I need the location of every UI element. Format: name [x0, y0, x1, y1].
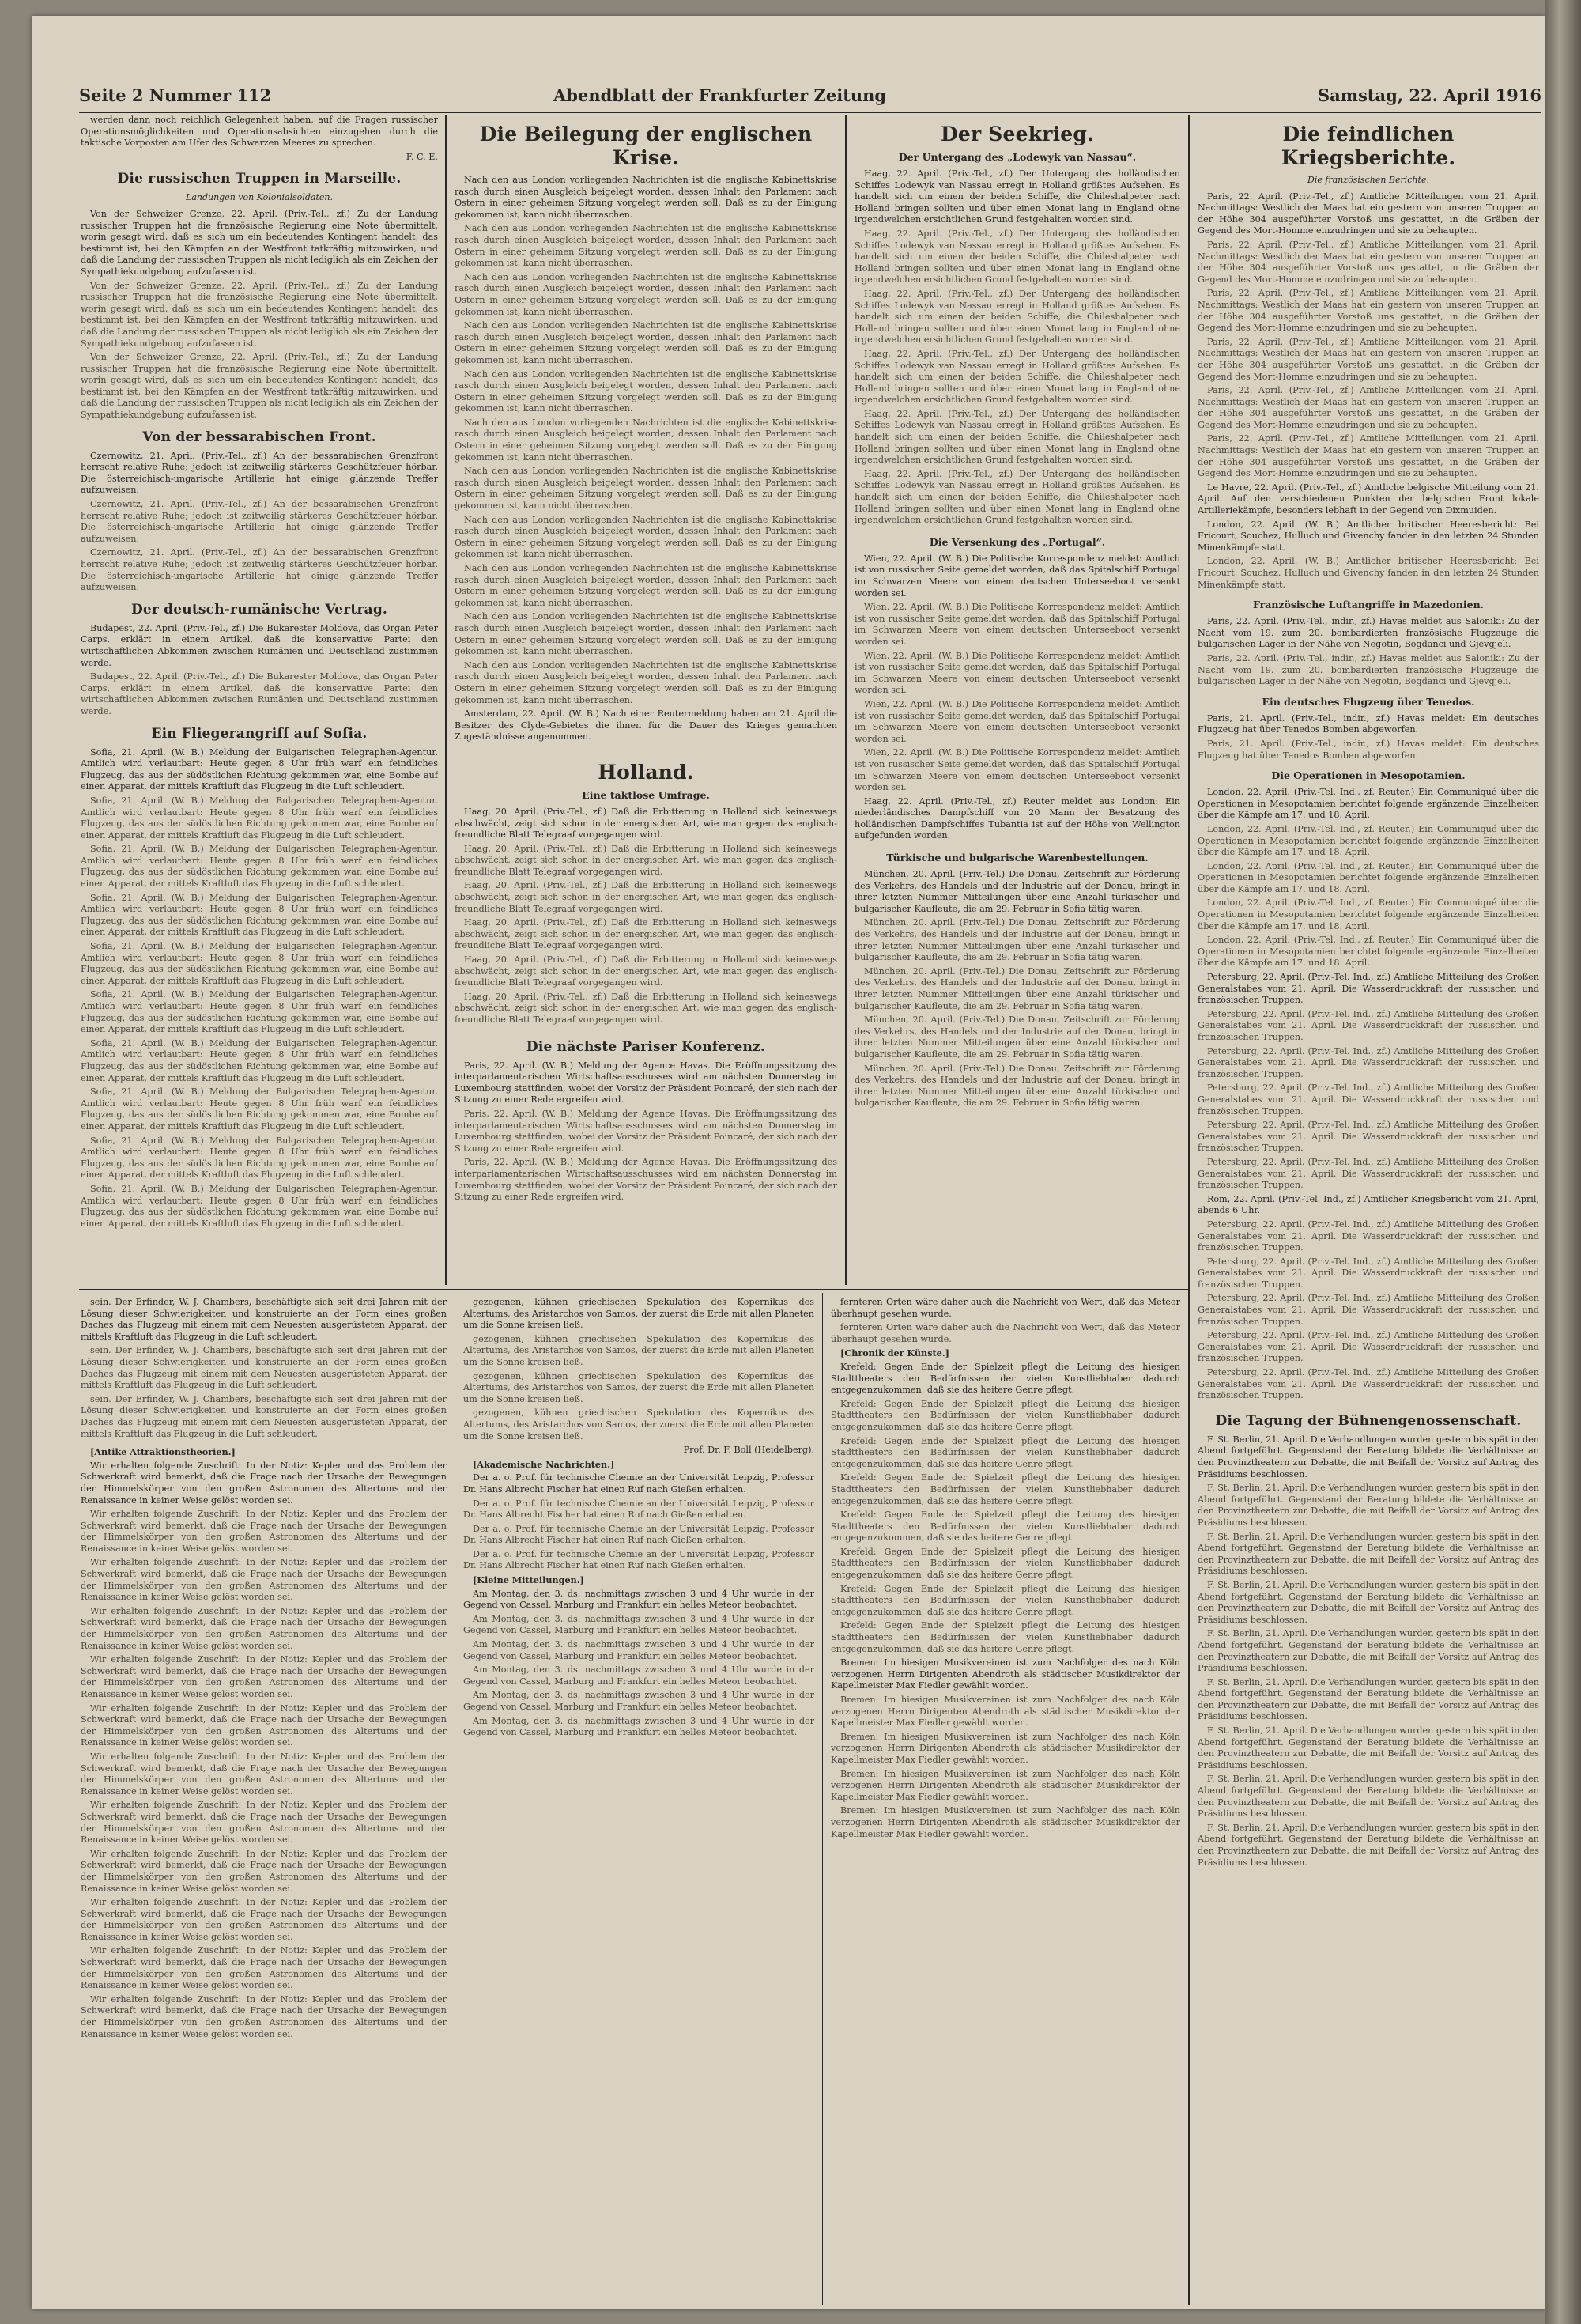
article-text: Wir erhalten folgende Zuschrift: In der Notiz: Kepler und das Problem der Schwerkraft wird bemerkt, daß die Frage nach der Ursache der Bewegungen der Himmelskörper von den großen Astronomen des Altertums und der Renaissance in keiner Weise gelöst worden sei. [81, 1702, 447, 1748]
article-text: Petersburg, 22. April. (Priv.-Tel. Ind., zf.) Amtliche Mitteilung des Großen Generalstabes vom 21. April. Die Wasserdruckkraft der russischen und französischen Truppen. [1198, 972, 1539, 1006]
article-text: Sofia, 21. April. (W. B.) Meldung der Bulgarischen Telegraphen-Agentur. Amtlich wird verlautbart: Heute gegen 8 Uhr früh warf ein feindliches Flugzeug, das aus der südöstlichen Richtung gekommen war, eine Bombe auf einen Apparat, der mittels Kraftluft das Flugzeug in die Luft schleudert. [81, 941, 438, 986]
article-text: Haag, 22. April. (Priv.-Tel., zf.) Der Untergang des holländischen Schiffes Lodewyk van Nassau erregt in Holland größtes Aufsehen. Es handelt sich um einen der beiden Schiffe, die Chileshalpeter nach Holland bringen sollten und über einen Monat lang in England ohne irgendwelchen ersichtlichen Grund festgehalten worden sind. [855, 408, 1180, 466]
article-text: Budapest, 22. April. (Priv.-Tel., zf.) Die Bukarester Moldova, das Organ Peter Carps, erklärt in einem Artikel, daß die konservative Partei den wirtschaftlichen Abkommen zwischen Rumänien und Deutschland zustimmen werde. [81, 622, 438, 668]
headline-mesopotamia: Die Operationen in Mesopotamien. [1271, 769, 1466, 782]
article-text: Paris, 22. April. (W. B.) Meldung der Agence Havas. Die Eröffnungssitzung des interparlamentarischen Wirtschaftsausschusses wird am nächsten Donnerstag im Luxembourg stattfinden, wobei der Vorsitz der Präsident Poincaré, der sich nach der Sitzung zu einer Rede ergreifen wird. [455, 1157, 837, 1203]
article-text: Le Havre, 22. April. (Priv.-Tel., zf.) Amtliche belgische Mitteilung vom 21. April. Auf den verschiedenen Punkten der belgischen Front lokale Artilleriekämpfe, besonders lebhaft in der Gegend von Dixmuiden. [1198, 482, 1539, 516]
article-text: Czernowitz, 21. April. (Priv.-Tel., zf.) An der bessarabischen Grenzfront herrscht relative Ruhe; jedoch ist zeitweilig stärkeres Geschützfeuer hörbar. Die österreichisch-ungarische Artillerie hat einige glänzende Treffer aufzuweisen. [81, 547, 438, 593]
article-text: Sofia, 21. April. (W. B.) Meldung der Bulgarischen Telegraphen-Agentur. Amtlich wird verlautbart: Heute gegen 8 Uhr früh warf ein feindliches Flugzeug, das aus der südöstlichen Richtung gekommen war, eine Bombe auf einen Apparat, der mittels Kraftluft das Flugzeug in die Luft schleudert. [81, 1086, 438, 1132]
article-text: Nach den aus London vorliegenden Nachrichten ist die englische Kabinettskrise rasch durch einen Ausgleich beigelegt worden, dessen Inhalt den Parlament nach Ostern in einer geheimen Sitzung vorgelegt werden soll. Daß es zu der Einigung gekommen ist, kann nicht überraschen. [455, 563, 837, 608]
article-text: Krefeld: Gegen Ende der Spielzeit pflegt die Leitung des hiesigen Stadttheaters den Bedürfnissen der vielen Kunstliebhaber dadurch entgegenzukommen, daß sie das heitere Genre pflegt. [831, 1398, 1180, 1432]
article-text: Wien, 22. April. (W. B.) Die Politische Korrespondenz meldet: Amtlich ist von russischer Seite gemeldet worden, daß das Spitalschiff Portugal im Schwarzen Meere von einem deutschen Unterseeboot versenkt worden sei. [855, 698, 1180, 744]
article-text: Petersburg, 22. April. (Priv.-Tel. Ind., zf.) Amtliche Mitteilung des Großen Generalstabes vom 21. April. Die Wasserdruckkraft der russischen und französischen Truppen. [1198, 1219, 1539, 1253]
article-text: München, 20. April. (Priv.-Tel.) Die Donau, Zeitschrift zur Förderung des Verkehrs, des Handels und der Industrie auf der Donau, bringt in ihrer letzten Nummer Mitteilungen über eine Anzahl türkischer und bulgarischer Kaufleute, die am 29. Februar in Sofia tätig waren. [855, 917, 1180, 963]
column-rule [1188, 115, 1190, 2305]
headline-paris-conference: Die nächste Pariser Konferenz. [526, 1038, 766, 1055]
article-text: Nach den aus London vorliegenden Nachrichten ist die englische Kabinettskrise rasch durch einen Ausgleich beigelegt worden, dessen Inhalt den Parlament nach Ostern in einer geheimen Sitzung vorgelegt werden soll. Daß es zu der Einigung gekommen ist, kann nicht überraschen. [455, 368, 837, 414]
article-text: Wien, 22. April. (W. B.) Die Politische Korrespondenz meldet: Amtlich ist von russischer Seite gemeldet worden, daß das Spitalschiff Portugal im Schwarzen Meere von einem deutschen Unterseeboot versenkt worden sei. [855, 602, 1180, 647]
feuilleton-column-1 [81, 1297, 447, 2301]
article-text: Sofia, 21. April. (W. B.) Meldung der Bulgarischen Telegraphen-Agentur. Amtlich wird verlautbart: Heute gegen 8 Uhr früh warf ein feindliches Flugzeug, das aus der südöstlichen Richtung gekommen war, eine Bombe auf einen Apparat, der mittels Kraftluft das Flugzeug in die Luft schleudert. [81, 844, 438, 890]
article-text: Haag, 22. April. (Priv.-Tel., zf.) Der Untergang des holländischen Schiffes Lodewyk van Nassau erregt in Holland größtes Aufsehen. Es handelt sich um einen der beiden Schiffe, die Chileshalpeter nach Holland bringen sollten und über einen Monat lang in England ohne irgendwelchen ersichtlichen Grund festgehalten worden sind. [855, 468, 1180, 526]
article-text: London, 22. April. (Priv.-Tel. Ind., zf. Reuter.) Ein Communiqué über die Operationen in Mesopotamien berichtet folgende ergänzende Einzelheiten über die Kämpfe am 17. und 18. April. [1198, 860, 1539, 894]
article-text: F. St. Berlin, 21. April. Die Verhandlungen wurden gestern bis spät in den Abend fortgeführt. Gegenstand der Beratung bildete die Verhältnisse an den Provinztheatern zur Debatte, die mit Beifall der Vorsitz auf Antrag des Präsidiums beschlossen. [1198, 1676, 1539, 1722]
article-text: London, 22. April. (Priv.-Tel. Ind., zf. Reuter.) Ein Communiqué über die Operationen in Mesopotamien berichtet folgende ergänzende Einzelheiten über die Kämpfe am 17. und 18. April. [1198, 897, 1539, 931]
article-text: Wir erhalten folgende Zuschrift: In der Notiz: Kepler und das Problem der Schwerkraft wird bemerkt, daß die Frage nach der Ursache der Bewegungen der Himmelskörper von den großen Astronomen des Altertums und der Renaissance in keiner Weise gelöst worden sei. [81, 1897, 447, 1942]
article-text: Wir erhalten folgende Zuschrift: In der Notiz: Kepler und das Problem der Schwerkraft wird bemerkt, daß die Frage nach der Ursache der Bewegungen der Himmelskörper von den großen Astronomen des Altertums und der Renaissance in keiner Weise gelöst worden sei. [81, 1800, 447, 1846]
headline-holland: Holland. [598, 760, 694, 784]
article-text: fernteren Orten wäre daher auch die Nachricht von Wert, daß das Meteor überhaupt gesehen wurde. [831, 1297, 1180, 1319]
article-text: Am Montag, den 3. ds. nachmittags zwischen 3 und 4 Uhr wurde in der Gegend von Cassel, Marburg und Frankfurt ein helles Meteor beobachtet. [463, 1665, 814, 1687]
article-text: Krefeld: Gegen Ende der Spielzeit pflegt die Leitung des hiesigen Stadttheaters den Bedürfnissen der vielen Kunstliebhaber dadurch entgegenzukommen, daß sie das heitere Genre pflegt. [831, 1472, 1180, 1506]
article-text: Wir erhalten folgende Zuschrift: In der Notiz: Kepler und das Problem der Schwerkraft wird bemerkt, daß die Frage nach der Ursache der Bewegungen der Himmelskörper von den großen Astronomen des Altertums und der Renaissance in keiner Weise gelöst worden sei. [81, 1557, 447, 1603]
article-text: London, 22. April. (Priv.-Tel. Ind., zf. Reuter.) Ein Communiqué über die Operationen in Mesopotamien berichtet folgende ergänzende Einzelheiten über die Kämpfe am 17. und 18. April. [1198, 823, 1539, 858]
article-text: Krefeld: Gegen Ende der Spielzeit pflegt die Leitung des hiesigen Stadttheaters den Bedürfnissen der vielen Kunstliebhaber dadurch entgegenzukommen, daß sie das heitere Genre pflegt. [831, 1510, 1180, 1544]
article-text: Sofia, 21. April. (W. B.) Meldung der Bulgarischen Telegraphen-Agentur. Amtlich wird verlautbart: Heute gegen 8 Uhr früh warf ein feindliches Flugzeug, das aus der südöstlichen Richtung gekommen war, eine Bombe auf einen Apparat, der mittels Kraftluft das Flugzeug in die Luft schleudert. [81, 1135, 438, 1181]
article-text: Am Montag, den 3. ds. nachmittags zwischen 3 und 4 Uhr wurde in der Gegend von Cassel, Marburg und Frankfurt ein helles Meteor beobachtet. [463, 1613, 814, 1636]
section-heading: [Akademische Nachrichten.] [473, 1458, 615, 1470]
newspaper-page [32, 16, 1545, 2309]
article-text: München, 20. April. (Priv.-Tel.) Die Donau, Zeitschrift zur Förderung des Verkehrs, des Handels und der Industrie auf der Donau, bringt in ihrer letzten Nummer Mitteilungen über eine Anzahl türkischer und bulgarischer Kaufleute, die am 29. Februar in Sofia tätig waren. [855, 869, 1180, 914]
adjacent-page-edge [1545, 0, 1581, 2324]
article-text: Haag, 20. April. (Priv.-Tel., zf.) Daß die Erbitterung in Holland sich keineswegs abschwächt, zeigt sich schon in der energischen Art, wie man gegen das englisch-freundliche Blatt Telegraaf vorgegangen wird. [455, 954, 837, 988]
article-text: Von der Schweizer Grenze, 22. April. (Priv.-Tel., zf.) Zu der Landung russischer Truppen hat die französische Regierung eine Note übermittelt, worin gesagt wird, daß es sich um ein bedeutendes Kontingent handelt, das bestimmt ist, bei den Kämpfen an der Westfront tatkräftig mitzuwirken, und daß die Landung der russischen Truppen als nicht lediglich als ein Zeichen der Sympathiekundgebung aufzufassen ist. [81, 208, 438, 277]
section-heading: [Kleine Mitteilungen.] [473, 1574, 584, 1586]
article-text: Petersburg, 22. April. (Priv.-Tel. Ind., zf.) Amtliche Mitteilung des Großen Generalstabes vom 21. April. Die Wasserdruckkraft der russischen und französischen Truppen. [1198, 1293, 1539, 1327]
subheadline: Der Untergang des „Lodewyk van Nassau“. [898, 151, 1137, 163]
article-text: München, 20. April. (Priv.-Tel.) Die Donau, Zeitschrift zur Förderung des Verkehrs, des Handels und der Industrie auf der Donau, bringt in ihrer letzten Nummer Mitteilungen über eine Anzahl türkischer und bulgarischer Kaufleute, die am 29. Februar in Sofia tätig waren. [855, 1063, 1180, 1109]
article-text: Krefeld: Gegen Ende der Spielzeit pflegt die Leitung des hiesigen Stadttheaters den Bedürfnissen der vielen Kunstliebhaber dadurch entgegenzukommen, daß sie das heitere Genre pflegt. [831, 1361, 1180, 1396]
feuilleton-column-2 [463, 1297, 814, 2301]
article-text: Bremen: Im hiesigen Musikvereinen ist zum Nachfolger des nach Köln verzogenen Herrn Dirigenten Abendroth als städtischer Musikdirektor der Kapellmeister Max Fiedler gewählt worden. [831, 1695, 1180, 1729]
article-text: Petersburg, 22. April. (Priv.-Tel. Ind., zf.) Amtliche Mitteilung des Großen Generalstabes vom 21. April. Die Wasserdruckkraft der russischen und französischen Truppen. [1198, 1330, 1539, 1364]
article-text: London, 22. April. (Priv.-Tel. Ind., zf. Reuter.) Ein Communiqué über die Operationen in Mesopotamien berichtet folgende ergänzende Einzelheiten über die Kämpfe am 17. und 18. April. [1198, 787, 1539, 821]
article-text: F. St. Berlin, 21. April. Die Verhandlungen wurden gestern bis spät in den Abend fortgeführt. Gegenstand der Beratung bildete die Verhältnisse an den Provinztheatern zur Debatte, die mit Beifall der Vorsitz auf Antrag des Präsidiums beschlossen. [1198, 1483, 1539, 1528]
article-text: sein. Der Erfinder, W. J. Chambers, beschäftigte sich seit drei Jahren mit der Lösung dieser Schwierigkeiten und konstruierte an der Form eines großen Daches das Flugzeug mit einem mit dem Neuesten ausgerüsteten Apparat, der mittels Kraftluft das Flugzeug in die Luft schleudert. [81, 1297, 447, 1342]
article-text: Haag, 22. April. (Priv.-Tel., zf.) Der Untergang des holländischen Schiffes Lodewyk van Nassau erregt in Holland größtes Aufsehen. Es handelt sich um einen der beiden Schiffe, die Chileshalpeter nach Holland bringen sollten und über einen Monat lang in England ohne irgendwelchen ersichtlichen Grund festgehalten worden sind. [855, 288, 1180, 346]
subheadline: Die französischen Berichte. [1307, 175, 1429, 185]
article-text: Krefeld: Gegen Ende der Spielzeit pflegt die Leitung des hiesigen Stadttheaters den Bedürfnissen der vielen Kunstliebhaber dadurch entgegenzukommen, daß sie das heitere Genre pflegt. [831, 1435, 1180, 1469]
headline-russian-troops: Die russischen Truppen in Marseille. [117, 171, 402, 187]
article-text: gezogenen, kühnen griechischen Spekulation des Kopernikus des Altertums, des Aristarchos von Samos, der zuerst die Erde mit allen Planeten um die Sonne kreisen ließ. [463, 1333, 814, 1367]
article-text: Petersburg, 22. April. (Priv.-Tel. Ind., zf.) Amtliche Mitteilung des Großen Generalstabes vom 21. April. Die Wasserdruckkraft der russischen und französischen Truppen. [1198, 1008, 1539, 1042]
article-text: Budapest, 22. April. (Priv.-Tel., zf.) Die Bukarester Moldova, das Organ Peter Carps, erklärt in einem Artikel, daß die konservative Partei den wirtschaftlichen Abkommen zwischen Rumänien und Deutschland zustimmen werde. [81, 671, 438, 716]
article-text: Paris, 22. April. (Priv.-Tel., zf.) Amtliche Mitteilungen vom 21. April. Nachmittags: Westlich der Maas hat ein gestern von unseren Truppen an der Höhe 304 ausgeführter Vorstoß uns gestattet, in die Gräben der Gegend des Mort-Homme einzudringen und sie zu behaupten. [1198, 336, 1539, 382]
article-text: Haag, 22. April. (Priv.-Tel., zf.) Der Untergang des holländischen Schiffes Lodewyk van Nassau erregt in Holland größtes Aufsehen. Es handelt sich um einen der beiden Schiffe, die Chileshalpeter nach Holland bringen sollten und über einen Monat lang in England ohne irgendwelchen ersichtlichen Grund festgehalten worden sind. [855, 228, 1180, 285]
article-text: Am Montag, den 3. ds. nachmittags zwischen 3 und 4 Uhr wurde in der Gegend von Cassel, Marburg und Frankfurt ein helles Meteor beobachtet. [463, 1639, 814, 1661]
article-text: Sofia, 21. April. (W. B.) Meldung der Bulgarischen Telegraphen-Agentur. Amtlich wird verlautbart: Heute gegen 8 Uhr früh warf ein feindliches Flugzeug, das aus der südöstlichen Richtung gekommen war, eine Bombe auf einen Apparat, der mittels Kraftluft das Flugzeug in die Luft schleudert. [81, 1037, 438, 1083]
article-text: Nach den aus London vorliegenden Nachrichten ist die englische Kabinettskrise rasch durch einen Ausgleich beigelegt worden, dessen Inhalt den Parlament nach Ostern in einer geheimen Sitzung vorgelegt werden soll. Daß es zu der Einigung gekommen ist, kann nicht überraschen. [455, 320, 837, 365]
article-text: Amsterdam, 22. April. (W. B.) Nach einer Reutermeldung haben am 21. April die Besitzer des Clyde-Gebietes die ihnen für die Dauer des Krieges gemachten Zugeständnisse angenommen. [455, 709, 837, 743]
section-heading: [Antike Attraktionstheorien.] [90, 1446, 236, 1458]
article-text: Paris, 22. April. (Priv.-Tel., indir., zf.) Havas meldet aus Saloniki: Zu der Nacht vom 19. zum 20. bombardierten französische Flugzeuge die bulgarischen Lager in der Nähe von Negotin, Bogdanci und Gjevgjeli. [1198, 616, 1539, 650]
article-text: F. St. Berlin, 21. April. Die Verhandlungen wurden gestern bis spät in den Abend fortgeführt. Gegenstand der Beratung bildete die Verhältnisse an den Provinztheatern zur Debatte, die mit Beifall der Vorsitz auf Antrag des Präsidiums beschlossen. [1198, 1579, 1539, 1625]
article-text: Petersburg, 22. April. (Priv.-Tel. Ind., zf.) Amtliche Mitteilung des Großen Generalstabes vom 21. April. Die Wasserdruckkraft der russischen und französischen Truppen. [1198, 1256, 1539, 1290]
article-text: sein. Der Erfinder, W. J. Chambers, beschäftigte sich seit drei Jahren mit der Lösung dieser Schwierigkeiten und konstruierte an der Form eines großen Daches das Flugzeug mit einem mit dem Neuesten ausgerüsteten Apparat, der mittels Kraftluft das Flugzeug in die Luft schleudert. [81, 1393, 447, 1439]
article-text: gezogenen, kühnen griechischen Spekulation des Kopernikus des Altertums, des Aristarchos von Samos, der zuerst die Erde mit allen Planeten um die Sonne kreisen ließ. [463, 1370, 814, 1404]
headline-stage-association: Die Tagung der Bühnengenossenschaft. [1215, 1412, 1522, 1429]
column-rule [822, 1293, 823, 2305]
column-1 [81, 115, 438, 1285]
article-text: Nach den aus London vorliegenden Nachrichten ist die englische Kabinettskrise rasch durch einen Ausgleich beigelegt worden, dessen Inhalt den Parlament nach Ostern in einer geheimen Sitzung vorgelegt werden soll. Daß es zu der Einigung gekommen ist, kann nicht überraschen. [455, 514, 837, 560]
article-text: Wir erhalten folgende Zuschrift: In der Notiz: Kepler und das Problem der Schwerkraft wird bemerkt, daß die Frage nach der Ursache der Bewegungen der Himmelskörper von den großen Astronomen des Altertums und der Renaissance in keiner Weise gelöst worden sei. [81, 1993, 447, 2039]
article-text: Czernowitz, 21. April. (Priv.-Tel., zf.) An der bessarabischen Grenzfront herrscht relative Ruhe; jedoch ist zeitweilig stärkeres Geschützfeuer hörbar. Die österreichisch-ungarische Artillerie hat einige glänzende Treffer aufzuweisen. [81, 499, 438, 544]
article-text: London, 22. April. (W. B.) Amtlicher britischer Heeresbericht: Bei Fricourt, Souchez, Hulluch und Givenchy fanden in den letzten 24 Stunden Minenkämpfe statt. [1198, 556, 1539, 590]
article-text: Sofia, 21. April. (W. B.) Meldung der Bulgarischen Telegraphen-Agentur. Amtlich wird verlautbart: Heute gegen 8 Uhr früh warf ein feindliches Flugzeug, das aus der südöstlichen Richtung gekommen war, eine Bombe auf einen Apparat, der mittels Kraftluft das Flugzeug in die Luft schleudert. [81, 795, 438, 841]
article-text: Krefeld: Gegen Ende der Spielzeit pflegt die Leitung des hiesigen Stadttheaters den Bedürfnissen der vielen Kunstliebhaber dadurch entgegenzukommen, daß sie das heitere Genre pflegt. [831, 1583, 1180, 1617]
article-text: Bremen: Im hiesigen Musikvereinen ist zum Nachfolger des nach Köln verzogenen Herrn Dirigenten Abendroth als städtischer Musikdirektor der Kapellmeister Max Fiedler gewählt worden. [831, 1805, 1180, 1839]
headline-english-crisis: Die Beilegung der englischen Krise. [479, 123, 813, 169]
column-4 [1198, 115, 1539, 2305]
article-text: Haag, 20. April. (Priv.-Tel., zf.) Daß die Erbitterung in Holland sich keineswegs abschwächt, zeigt sich schon in der energischen Art, wie man gegen das englisch-freundliche Blatt Telegraaf vorgegangen wird. [455, 991, 837, 1025]
article-text: Am Montag, den 3. ds. nachmittags zwischen 3 und 4 Uhr wurde in der Gegend von Cassel, Marburg und Frankfurt ein helles Meteor beobachtet. [463, 1715, 814, 1738]
article-text: Wir erhalten folgende Zuschrift: In der Notiz: Kepler und das Problem der Schwerkraft wird bemerkt, daß die Frage nach der Ursache der Bewegungen der Himmelskörper von den großen Astronomen des Altertums und der Renaissance in keiner Weise gelöst worden sei. [81, 1605, 447, 1651]
article-text: Petersburg, 22. April. (Priv.-Tel. Ind., zf.) Amtliche Mitteilung des Großen Generalstabes vom 21. April. Die Wasserdruckkraft der russischen und französischen Truppen. [1198, 1367, 1539, 1401]
article-text: London, 22. April. (W. B.) Amtlicher britischer Heeresbericht: Bei Fricourt, Souchez, Hulluch und Givenchy fanden in den letzten 24 Stunden Minenkämpfe statt. [1198, 519, 1539, 553]
article-text: F. St. Berlin, 21. April. Die Verhandlungen wurden gestern bis spät in den Abend fortgeführt. Gegenstand der Beratung bildete die Verhältnisse an den Provinztheatern zur Debatte, die mit Beifall der Vorsitz auf Antrag des Präsidiums beschlossen. [1198, 1434, 1539, 1479]
article-text: Paris, 22. April. (Priv.-Tel., zf.) Amtliche Mitteilungen vom 21. April. Nachmittags: Westlich der Maas hat ein gestern von unseren Truppen an der Höhe 304 ausgeführter Vorstoß uns gestattet, in die Gräben der Gegend des Mort-Homme einzudringen und sie zu behaupten. [1198, 191, 1539, 236]
article-text: Haag, 20. April. (Priv.-Tel., zf.) Daß die Erbitterung in Holland sich keineswegs abschwächt, zeigt sich schon in der energischen Art, wie man gegen das englisch-freundliche Blatt Telegraaf vorgegangen wird. [455, 917, 837, 951]
article-text: Krefeld: Gegen Ende der Spielzeit pflegt die Leitung des hiesigen Stadttheaters den Bedürfnissen der vielen Kunstliebhaber dadurch entgegenzukommen, daß sie das heitere Genre pflegt. [831, 1620, 1180, 1654]
author-sign: Prof. Dr. F. Boll (Heidelberg). [683, 1445, 814, 1456]
article-text: München, 20. April. (Priv.-Tel.) Die Donau, Zeitschrift zur Förderung des Verkehrs, des Handels und der Industrie auf der Donau, bringt in ihrer letzten Nummer Mitteilungen über eine Anzahl türkischer und bulgarischer Kaufleute, die am 29. Februar in Sofia tätig waren. [855, 965, 1180, 1011]
article-text: Nach den aus London vorliegenden Nachrichten ist die englische Kabinettskrise rasch durch einen Ausgleich beigelegt worden, dessen Inhalt den Parlament nach Ostern in einer geheimen Sitzung vorgelegt werden soll. Daß es zu der Einigung gekommen ist, kann nicht überraschen. [455, 417, 837, 463]
article-text: Sofia, 21. April. (W. B.) Meldung der Bulgarischen Telegraphen-Agentur. Amtlich wird verlautbart: Heute gegen 8 Uhr früh warf ein feindliches Flugzeug, das aus der südöstlichen Richtung gekommen war, eine Bombe auf einen Apparat, der mittels Kraftluft das Flugzeug in die Luft schleudert. [81, 746, 438, 792]
article-text: gezogenen, kühnen griechischen Spekulation des Kopernikus des Altertums, des Aristarchos von Samos, der zuerst die Erde mit allen Planeten um die Sonne kreisen ließ. [463, 1408, 814, 1442]
article-text: Haag, 20. April. (Priv.-Tel., zf.) Daß die Erbitterung in Holland sich keineswegs abschwächt, zeigt sich schon in der energischen Art, wie man gegen das englisch-freundliche Blatt Telegraaf vorgegangen wird. [455, 880, 837, 914]
article-text: Der a. o. Prof. für technische Chemie an der Universität Leipzig, Professor Dr. Hans Albrecht Fischer hat einen Ruf nach Gießen erhalten. [463, 1523, 814, 1546]
article-text: Am Montag, den 3. ds. nachmittags zwischen 3 und 4 Uhr wurde in der Gegend von Cassel, Marburg und Frankfurt ein helles Meteor beobachtet. [463, 1690, 814, 1712]
article-text: Wir erhalten folgende Zuschrift: In der Notiz: Kepler und das Problem der Schwerkraft wird bemerkt, daß die Frage nach der Ursache der Bewegungen der Himmelskörper von den großen Astronomen des Altertums und der Renaissance in keiner Weise gelöst worden sei. [81, 1848, 447, 1894]
article-text: Wien, 22. April. (W. B.) Die Politische Korrespondenz meldet: Amtlich ist von russischer Seite gemeldet worden, daß das Spitalschiff Portugal im Schwarzen Meere von einem deutschen Unterseeboot versenkt worden sei. [855, 747, 1180, 793]
article-text: Sofia, 21. April. (W. B.) Meldung der Bulgarischen Telegraphen-Agentur. Amtlich wird verlautbart: Heute gegen 8 Uhr früh warf ein feindliches Flugzeug, das aus der südöstlichen Richtung gekommen war, eine Bombe auf einen Apparat, der mittels Kraftluft das Flugzeug in die Luft schleudert. [81, 989, 438, 1035]
article-text: Der a. o. Prof. für technische Chemie an der Universität Leipzig, Professor Dr. Hans Albrecht Fischer hat einen Ruf nach Gießen erhalten. [463, 1498, 814, 1521]
article-text: Haag, 20. April. (Priv.-Tel., zf.) Daß die Erbitterung in Holland sich keineswegs abschwächt, zeigt sich schon in der energischen Art, wie man gegen das englisch-freundliche Blatt Telegraaf vorgegangen wird. [455, 806, 837, 841]
section-heading: [Chronik der Künste.] [840, 1347, 949, 1359]
article-text: Paris, 22. April. (Priv.-Tel., indir., zf.) Havas meldet aus Saloniki: Zu der Nacht vom 19. zum 20. bombardierten französische Flugzeuge die bulgarischen Lager in der Nähe von Negotin, Bogdanci und Gjevgjeli. [1198, 652, 1539, 687]
article-text: Wien, 22. April. (W. B.) Die Politische Korrespondenz meldet: Amtlich ist von russischer Seite gemeldet worden, daß das Spitalschiff Portugal im Schwarzen Meere von einem deutschen Unterseeboot versenkt worden sei. [855, 650, 1180, 696]
article-text: Petersburg, 22. April. (Priv.-Tel. Ind., zf.) Amtliche Mitteilung des Großen Generalstabes vom 21. April. Die Wasserdruckkraft der russischen und französischen Truppen. [1198, 1120, 1539, 1154]
article-text: Wir erhalten folgende Zuschrift: In der Notiz: Kepler und das Problem der Schwerkraft wird bemerkt, daß die Frage nach der Ursache der Bewegungen der Himmelskörper von den großen Astronomen des Altertums und der Renaissance in keiner Weise gelöst worden sei. [81, 1751, 447, 1797]
article-text: F. St. Berlin, 21. April. Die Verhandlungen wurden gestern bis spät in den Abend fortgeführt. Gegenstand der Beratung bildete die Verhältnisse an den Provinztheatern zur Debatte, die mit Beifall der Vorsitz auf Antrag des Präsidiums beschlossen. [1198, 1725, 1539, 1770]
article-text: Nach den aus London vorliegenden Nachrichten ist die englische Kabinettskrise rasch durch einen Ausgleich beigelegt worden, dessen Inhalt den Parlament nach Ostern in einer geheimen Sitzung vorgelegt werden soll. Daß es zu der Einigung gekommen ist, kann nicht überraschen. [455, 466, 837, 512]
article-text: Von der Schweizer Grenze, 22. April. (Priv.-Tel., zf.) Zu der Landung russischer Truppen hat die französische Regierung eine Note übermittelt, worin gesagt wird, daß es sich um ein bedeutendes Kontingent handelt, das bestimmt ist, bei den Kämpfen an der Westfront tatkräftig mitzuwirken, und daß die Landung der russischen Truppen als nicht lediglich als ein Zeichen der Sympathiekundgebung aufzufassen ist. [81, 280, 438, 349]
article-text: Haag, 22. April. (Priv.-Tel., zf.) Reuter meldet aus London: Ein niederländisches Dampfschiff von 20 Mann der Besatzung des holländischen Dampfschiffes Tubantia ist auf der Höhe von Wellington aufgefunden worden. [855, 795, 1180, 841]
article-text: Der a. o. Prof. für technische Chemie an der Universität Leipzig, Professor Dr. Hans Albrecht Fischer hat einen Ruf nach Gießen erhalten. [463, 1472, 814, 1495]
article-text: Nach den aus London vorliegenden Nachrichten ist die englische Kabinettskrise rasch durch einen Ausgleich beigelegt worden, dessen Inhalt den Parlament nach Ostern in einer geheimen Sitzung vorgelegt werden soll. Daß es zu der Einigung gekommen ist, kann nicht überraschen. [455, 175, 837, 220]
article-text: Rom, 22. April. (Priv.-Tel. Ind., zf.) Amtlicher Kriegsbericht vom 21. April, abends 6 Uhr. [1198, 1193, 1539, 1216]
article-text: Haag, 22. April. (Priv.-Tel., zf.) Der Untergang des holländischen Schiffes Lodewyk van Nassau erregt in Holland größtes Aufsehen. Es handelt sich um einen der beiden Schiffe, die Chileshalpeter nach Holland bringen sollten und über einen Monat lang in England ohne irgendwelchen ersichtlichen Grund festgehalten worden sind. [855, 348, 1180, 406]
headline-bessarabian-front: Von der bessarabischen Front. [142, 429, 376, 445]
feuilleton-column-3 [831, 1297, 1180, 2301]
newspaper-name: Abendblatt der Frankfurter Zeitung [553, 85, 887, 105]
article-text: Petersburg, 22. April. (Priv.-Tel. Ind., zf.) Amtliche Mitteilung des Großen Generalstabes vom 21. April. Die Wasserdruckkraft der russischen und französischen Truppen. [1198, 1083, 1539, 1117]
article-text: sein. Der Erfinder, W. J. Chambers, beschäftigte sich seit drei Jahren mit der Lösung dieser Schwierigkeiten und konstruierte an der Form eines großen Daches das Flugzeug mit einem mit dem Neuesten ausgerüsteten Apparat, der mittels Kraftluft das Flugzeug in die Luft schleudert. [81, 1345, 447, 1391]
article-text: Von der Schweizer Grenze, 22. April. (Priv.-Tel., zf.) Zu der Landung russischer Truppen hat die französische Regierung eine Note übermittelt, worin gesagt wird, daß es sich um ein bedeutendes Kontingent handelt, das bestimmt ist, bei den Kämpfen an der Westfront tatkräftig mitzuwirken, und daß die Landung der russischen Truppen als nicht lediglich als ein Zeichen der Sympathiekundgebung aufzufassen ist. [81, 352, 438, 421]
article-text: Haag, 20. April. (Priv.-Tel., zf.) Daß die Erbitterung in Holland sich keineswegs abschwächt, zeigt sich schon in der energischen Art, wie man gegen das englisch-freundliche Blatt Telegraaf vorgegangen wird. [455, 843, 837, 877]
column-3 [855, 115, 1180, 1285]
article-text: gezogenen, kühnen griechischen Spekulation des Kopernikus des Altertums, des Aristarchos von Samos, der zuerst die Erde mit allen Planeten um die Sonne kreisen ließ. [463, 1297, 814, 1331]
intro-paragraph: werden dann noch reichlich Gelegenheit haben, auf die Fragen russischer Operationsmöglichkeiten und Operationsabsichten einzugehen durch die taktische Vorposten am Ufer des Schwarzen Meeres zu sprechen. [81, 115, 438, 149]
article-text: Wir erhalten folgende Zuschrift: In der Notiz: Kepler und das Problem der Schwerkraft wird bemerkt, daß die Frage nach der Ursache der Bewegungen der Himmelskörper von den großen Astronomen des Altertums und der Renaissance in keiner Weise gelöst worden sei. [81, 1460, 447, 1506]
article-text: Bremen: Im hiesigen Musikvereinen ist zum Nachfolger des nach Köln verzogenen Herrn Dirigenten Abendroth als städtischer Musikdirektor der Kapellmeister Max Fiedler gewählt worden. [831, 1657, 1180, 1691]
article-text: Paris, 22. April. (Priv.-Tel., zf.) Amtliche Mitteilungen vom 21. April. Nachmittags: Westlich der Maas hat ein gestern von unseren Truppen an der Höhe 304 ausgeführter Vorstoß uns gestattet, in die Gräben der Gegend des Mort-Homme einzudringen und sie zu behaupten. [1198, 239, 1539, 285]
article-text: Am Montag, den 3. ds. nachmittags zwischen 3 und 4 Uhr wurde in der Gegend von Cassel, Marburg und Frankfurt ein helles Meteor beobachtet. [463, 1588, 814, 1611]
article-text: Paris, 22. April. (Priv.-Tel., zf.) Amtliche Mitteilungen vom 21. April. Nachmittags: Westlich der Maas hat ein gestern von unseren Truppen an der Höhe 304 ausgeführter Vorstoß uns gestattet, in die Gräben der Gegend des Mort-Homme einzudringen und sie zu behaupten. [1198, 288, 1539, 334]
headline-portugal-sinking: Die Versenkung des „Portugal“. [929, 535, 1106, 548]
subheadline: Eine taktlose Umfrage. [582, 788, 710, 801]
article-text: F. St. Berlin, 21. April. Die Verhandlungen wurden gestern bis spät in den Abend fortgeführt. Gegenstand der Beratung bildete die Verhältnisse an den Provinztheatern zur Debatte, die mit Beifall der Vorsitz auf Antrag des Präsidiums beschlossen. [1198, 1822, 1539, 1868]
article-text: Wir erhalten folgende Zuschrift: In der Notiz: Kepler und das Problem der Schwerkraft wird bemerkt, daß die Frage nach der Ursache der Bewegungen der Himmelskörper von den großen Astronomen des Altertums und der Renaissance in keiner Weise gelöst worden sei. [81, 1654, 447, 1699]
article-text: Wir erhalten folgende Zuschrift: In der Notiz: Kepler und das Problem der Schwerkraft wird bemerkt, daß die Frage nach der Ursache der Bewegungen der Himmelskörper von den großen Astronomen des Altertums und der Renaissance in keiner Weise gelöst worden sei. [81, 1945, 447, 1991]
article-text: Paris, 22. April. (Priv.-Tel., zf.) Amtliche Mitteilungen vom 21. April. Nachmittags: Westlich der Maas hat ein gestern von unseren Truppen an der Höhe 304 ausgeführter Vorstoß uns gestattet, in die Gräben der Gegend des Mort-Homme einzudringen und sie zu behaupten. [1198, 385, 1539, 430]
article-text: Bremen: Im hiesigen Musikvereinen ist zum Nachfolger des nach Köln verzogenen Herrn Dirigenten Abendroth als städtischer Musikdirektor der Kapellmeister Max Fiedler gewählt worden. [831, 1731, 1180, 1765]
article-text: Krefeld: Gegen Ende der Spielzeit pflegt die Leitung des hiesigen Stadttheaters den Bedürfnissen der vielen Kunstliebhaber dadurch entgegenzukommen, daß sie das heitere Genre pflegt. [831, 1546, 1180, 1581]
author-sign: F. C. E. [406, 151, 438, 162]
article-text: Petersburg, 22. April. (Priv.-Tel. Ind., zf.) Amtliche Mitteilung des Großen Generalstabes vom 21. April. Die Wasserdruckkraft der russischen und französischen Truppen. [1198, 1156, 1539, 1191]
column-rule [445, 115, 447, 1285]
column-rule [845, 115, 847, 1285]
article-text: Nach den aus London vorliegenden Nachrichten ist die englische Kabinettskrise rasch durch einen Ausgleich beigelegt worden, dessen Inhalt den Parlament nach Ostern in einer geheimen Sitzung vorgelegt werden soll. Daß es zu der Einigung gekommen ist, kann nicht überraschen. [455, 659, 837, 705]
issue-date: Samstag, 22. April 1916 [1317, 85, 1541, 105]
article-text: fernteren Orten wäre daher auch die Nachricht von Wert, daß das Meteor überhaupt gesehen wurde. [831, 1322, 1180, 1344]
article-text: Paris, 22. April. (W. B.) Meldung der Agence Havas. Die Eröffnungssitzung des interparlamentarischen Wirtschaftsausschusses wird am nächsten Donnerstag im Luxembourg stattfinden, wobei der Vorsitz der Präsident Poincaré, der sich nach der Sitzung zu einer Rede ergreifen wird. [455, 1108, 837, 1154]
article-text: Sofia, 21. April. (W. B.) Meldung der Bulgarischen Telegraphen-Agentur. Amtlich wird verlautbart: Heute gegen 8 Uhr früh warf ein feindliches Flugzeug, das aus der südöstlichen Richtung gekommen war, eine Bombe auf einen Apparat, der mittels Kraftluft das Flugzeug in die Luft schleudert. [81, 1183, 438, 1229]
article-text: Nach den aus London vorliegenden Nachrichten ist die englische Kabinettskrise rasch durch einen Ausgleich beigelegt worden, dessen Inhalt den Parlament nach Ostern in einer geheimen Sitzung vorgelegt werden soll. Daß es zu der Einigung gekommen ist, kann nicht überraschen. [455, 611, 837, 657]
headline-macedonia-air-raids: Französische Luftangriffe in Mazedonien. [1252, 599, 1485, 611]
article-text: Wir erhalten folgende Zuschrift: In der Notiz: Kepler und das Problem der Schwerkraft wird bemerkt, daß die Frage nach der Ursache der Bewegungen der Himmelskörper von den großen Astronomen des Altertums und der Renaissance in keiner Weise gelöst worden sei. [81, 1509, 447, 1554]
page-number: Seite 2 Nummer 112 [79, 85, 272, 105]
article-text: Paris, 21. April. (Priv.-Tel., indir., zf.) Havas meldet: Ein deutsches Flugzeug hat über Tenedos Bomben abgeworfen. [1198, 738, 1539, 761]
article-text: Sofia, 21. April. (W. B.) Meldung der Bulgarischen Telegraphen-Agentur. Amtlich wird verlautbart: Heute gegen 8 Uhr früh warf ein feindliches Flugzeug, das aus der südöstlichen Richtung gekommen war, eine Bombe auf einen Apparat, der mittels Kraftluft das Flugzeug in die Luft schleudert. [81, 892, 438, 938]
article-text: F. St. Berlin, 21. April. Die Verhandlungen wurden gestern bis spät in den Abend fortgeführt. Gegenstand der Beratung bildete die Verhältnisse an den Provinztheatern zur Debatte, die mit Beifall der Vorsitz auf Antrag des Präsidiums beschlossen. [1198, 1531, 1539, 1577]
masthead [79, 79, 1541, 113]
headline-german-romanian-treaty: Der deutsch-rumänische Vertrag. [130, 601, 388, 618]
headline-naval-war: Der Seekrieg. [940, 123, 1094, 145]
headline-turkish-bulgarian-orders: Türkische und bulgarische Warenbestellungen. [886, 852, 1149, 864]
article-text: F. St. Berlin, 21. April. Die Verhandlungen wurden gestern bis spät in den Abend fortgeführt. Gegenstand der Beratung bildete die Verhältnisse an den Provinztheatern zur Debatte, die mit Beifall der Vorsitz auf Antrag des Präsidiums beschlossen. [1198, 1774, 1539, 1820]
article-text: Der a. o. Prof. für technische Chemie an der Universität Leipzig, Professor Dr. Hans Albrecht Fischer hat einen Ruf nach Gießen erhalten. [463, 1548, 814, 1571]
headline-tenedos-plane: Ein deutsches Flugzeug über Tenedos. [1262, 695, 1475, 708]
article-text: Paris, 22. April. (Priv.-Tel., zf.) Amtliche Mitteilungen vom 21. April. Nachmittags: Westlich der Maas hat ein gestern von unseren Truppen an der Höhe 304 ausgeführter Vorstoß uns gestattet, in die Gräben der Gegend des Mort-Homme einzudringen und sie zu behaupten. [1198, 433, 1539, 479]
article-text: Paris, 21. April. (Priv.-Tel., indir., zf.) Havas meldet: Ein deutsches Flugzeug hat über Tenedos Bomben abgeworfen. [1198, 712, 1539, 735]
article-text: Wien, 22. April. (W. B.) Die Politische Korrespondenz meldet: Amtlich ist von russischer Seite gemeldet worden, daß das Spitalschiff Portugal im Schwarzen Meere von einem deutschen Unterseeboot versenkt worden sei. [855, 553, 1180, 599]
headline-enemy-war-reports: Die feindlichen Kriegsberichte. [1281, 123, 1456, 169]
article-text: München, 20. April. (Priv.-Tel.) Die Donau, Zeitschrift zur Förderung des Verkehrs, des Handels und der Industrie auf der Donau, bringt in ihrer letzten Nummer Mitteilungen über eine Anzahl türkischer und bulgarischer Kaufleute, die am 29. Februar in Sofia tätig waren. [855, 1015, 1180, 1060]
column-2 [455, 115, 837, 1285]
feuilleton-rule [79, 1289, 1188, 1290]
article-text: Nach den aus London vorliegenden Nachrichten ist die englische Kabinettskrise rasch durch einen Ausgleich beigelegt worden, dessen Inhalt den Parlament nach Ostern in einer geheimen Sitzung vorgelegt werden soll. Daß es zu der Einigung gekommen ist, kann nicht überraschen. [455, 271, 837, 317]
article-text: Haag, 22. April. (Priv.-Tel., zf.) Der Untergang des holländischen Schiffes Lodewyk van Nassau erregt in Holland größtes Aufsehen. Es handelt sich um einen der beiden Schiffe, die Chileshalpeter nach Holland bringen sollten und über einen Monat lang in England ohne irgendwelchen ersichtlichen Grund festgehalten worden sind. [855, 168, 1180, 225]
article-text: F. St. Berlin, 21. April. Die Verhandlungen wurden gestern bis spät in den Abend fortgeführt. Gegenstand der Beratung bildete die Verhältnisse an den Provinztheatern zur Debatte, die mit Beifall der Vorsitz auf Antrag des Präsidiums beschlossen. [1198, 1628, 1539, 1674]
article-text: Czernowitz, 21. April. (Priv.-Tel., zf.) An der bessarabischen Grenzfront herrscht relative Ruhe; jedoch ist zeitweilig stärkeres Geschützfeuer hörbar. Die österreichisch-ungarische Artillerie hat einige glänzende Treffer aufzuweisen. [81, 450, 438, 496]
article-text: Bremen: Im hiesigen Musikvereinen ist zum Nachfolger des nach Köln verzogenen Herrn Dirigenten Abendroth als städtischer Musikdirektor der Kapellmeister Max Fiedler gewählt worden. [831, 1768, 1180, 1802]
subheadline: Landungen von Kolonialsoldaten. [186, 192, 333, 203]
article-text: Petersburg, 22. April. (Priv.-Tel. Ind., zf.) Amtliche Mitteilung des Großen Generalstabes vom 21. April. Die Wasserdruckkraft der russischen und französischen Truppen. [1198, 1045, 1539, 1079]
article-text: Nach den aus London vorliegenden Nachrichten ist die englische Kabinettskrise rasch durch einen Ausgleich beigelegt worden, dessen Inhalt den Parlament nach Ostern in einer geheimen Sitzung vorgelegt werden soll. Daß es zu der Einigung gekommen ist, kann nicht überraschen. [455, 223, 837, 269]
headline-air-raid-sofia: Ein Fliegerangriff auf Sofia. [151, 725, 368, 742]
article-text: Paris, 22. April. (W. B.) Meldung der Agence Havas. Die Eröffnungssitzung des interparlamentarischen Wirtschaftsausschusses wird am nächsten Donnerstag im Luxembourg stattfinden, wobei der Vorsitz der Präsident Poincaré, der sich nach der Sitzung zu einer Rede ergreifen wird. [455, 1060, 837, 1105]
article-text: London, 22. April. (Priv.-Tel. Ind., zf. Reuter.) Ein Communiqué über die Operationen in Mesopotamien berichtet folgende ergänzende Einzelheiten über die Kämpfe am 17. und 18. April. [1198, 935, 1539, 969]
